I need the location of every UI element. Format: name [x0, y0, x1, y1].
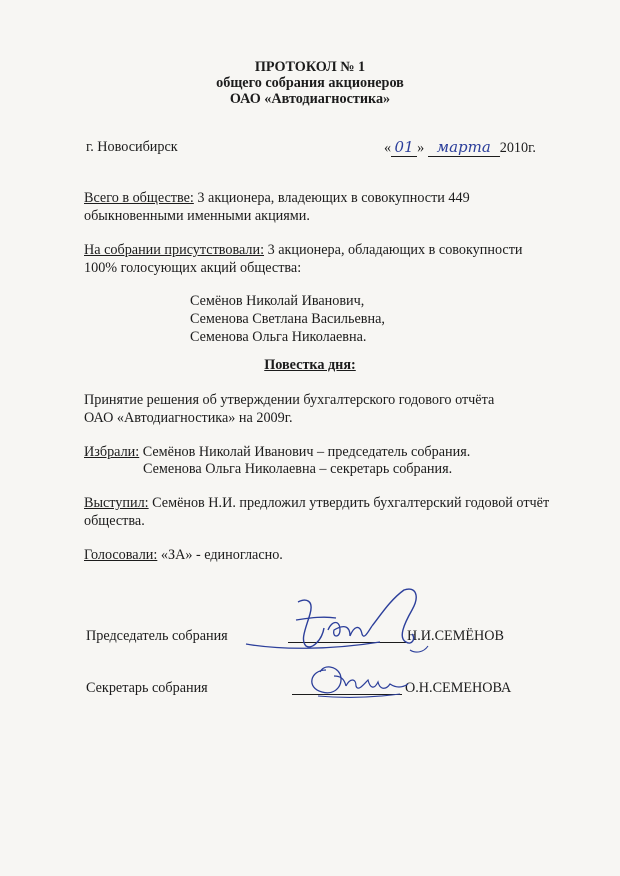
present-label: На собрании присутствовали:: [84, 242, 265, 258]
date-day: 01: [391, 138, 417, 157]
shareholder-name: Семёнов Николай Иванович,: [190, 293, 365, 309]
date-year: 2010г.: [499, 140, 536, 156]
total-paragraph-line1: [84, 189, 470, 207]
secretary-signature-icon: [300, 648, 420, 708]
speaker-label: Выступил:: [84, 495, 149, 511]
date-month: марта: [428, 138, 500, 157]
shareholder-name: Семенова Ольга Николаевна.: [190, 329, 367, 345]
company-name: ОАО «Автодиагностика»: [229, 91, 391, 107]
total-label: Всего в обществе:: [84, 190, 194, 206]
agenda-text-line1: Принятие решения об утверждении бухгалтерского годового отчёта: [84, 392, 495, 408]
present-text: 3 акционера, обладающих в совокупности: [264, 242, 523, 258]
chair-role: Председатель собрания: [86, 628, 228, 644]
shareholder-name: Семенова Светлана Васильевна,: [190, 311, 385, 327]
speaker-text: Семёнов Н.И. предложил утвердить бухгалтерский годовой отчёт: [148, 495, 550, 511]
secretary-name: О.Н.СЕМЕНОВА: [405, 680, 512, 696]
agenda-text-line2: ОАО «Автодиагностика» на 2009г.: [84, 410, 293, 426]
present-text-line2: 100% голосующих акций общества:: [84, 260, 302, 276]
elected-paragraph-line1: [84, 443, 470, 461]
elected-label: Избрали:: [84, 444, 140, 460]
vote-paragraph: [84, 546, 283, 564]
total-text: 3 акционера, владеющих в совокупности 449: [193, 190, 470, 206]
date-line: [384, 138, 536, 157]
secretary-role: Секретарь собрания: [86, 680, 208, 696]
speaker-text-line2: общества.: [84, 513, 145, 529]
vote-label: Голосовали:: [84, 547, 158, 563]
city: г. Новосибирск: [86, 139, 178, 155]
date-open-quote: «: [384, 140, 392, 156]
agenda-heading: Повестка дня:: [264, 357, 356, 373]
chair-name: Н.И.СЕМЁНОВ: [407, 628, 504, 644]
present-paragraph-line1: [84, 241, 523, 259]
elected-text: Семёнов Николай Иванович – председатель собрания.: [139, 444, 471, 460]
total-text-line2: обыкновенными именными акциями.: [84, 208, 310, 224]
document-title: ПРОТОКОЛ № 1: [254, 59, 366, 75]
document-subtitle: общего собрания акционеров: [216, 75, 404, 91]
vote-text: «ЗА» - единогласно.: [157, 547, 283, 563]
speaker-paragraph-line1: [84, 494, 549, 512]
elected-text-line2: Семенова Ольга Николаевна – секретарь собрания.: [143, 461, 453, 477]
date-close-quote: »: [417, 140, 425, 156]
